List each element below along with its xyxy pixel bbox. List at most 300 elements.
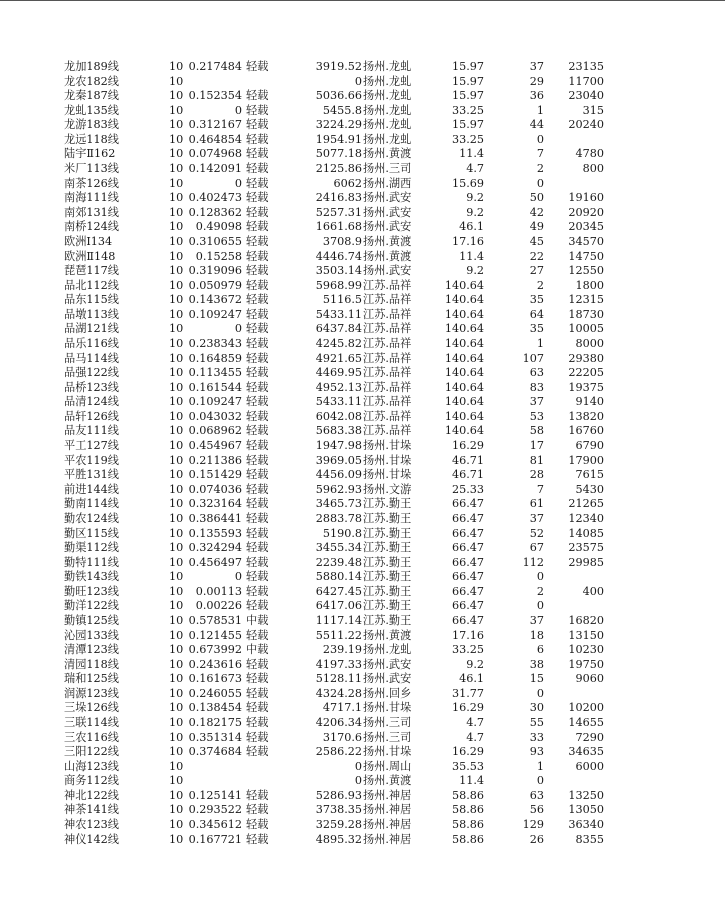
table-row (0, 162, 725, 177)
distance-cell: 58.86 (451, 788, 484, 802)
capacity-cell: 21265 (568, 497, 604, 511)
capacity-cell: 19750 (568, 657, 604, 671)
length-cell: 2586.22 (315, 745, 362, 759)
load-status-cell: 轻载 (246, 657, 269, 671)
ratio-cell: 0.238343 (188, 336, 242, 350)
capacity-cell: 14655 (568, 716, 604, 730)
distance-cell: 4.7 (466, 730, 484, 744)
capacity-cell: 23135 (568, 60, 604, 73)
capacity-cell: 7290 (575, 730, 604, 744)
households-cell: 0 (536, 132, 544, 146)
area-cell: 扬州.武安 (363, 672, 412, 686)
load-status-cell: 轻载 (246, 818, 269, 832)
households-cell: 35 (529, 293, 544, 307)
area-cell: 扬州.龙虬 (363, 89, 412, 103)
count-cell: 10 (169, 366, 184, 380)
length-cell: 3708.9 (322, 234, 362, 248)
households-cell: 1 (536, 103, 544, 117)
ratio-cell: 0.312167 (188, 118, 242, 132)
load-status-cell: 轻载 (246, 249, 269, 263)
area-cell: 扬州.三司 (363, 730, 412, 744)
count-cell: 10 (169, 336, 184, 350)
distance-cell: 66.47 (451, 526, 484, 540)
households-cell: 55 (529, 716, 544, 730)
count-cell: 10 (169, 220, 184, 234)
length-cell: 0 (354, 774, 362, 788)
area-cell: 江苏.品祥 (363, 424, 412, 438)
length-cell: 2883.78 (315, 511, 362, 525)
line-name-cell: 品北112线 (64, 278, 119, 292)
load-status-cell: 轻载 (246, 570, 269, 584)
table-row (0, 366, 725, 381)
line-name-cell: 欧洲Ⅰ134 (64, 234, 113, 248)
count-cell: 10 (169, 278, 184, 292)
area-cell: 扬州.黄渡 (363, 628, 412, 642)
ratio-cell: 0.345612 (188, 818, 242, 832)
area-cell: 江苏.勤王 (363, 526, 412, 540)
households-cell: 83 (529, 380, 544, 394)
households-cell: 67 (529, 541, 544, 555)
load-status-cell: 轻载 (246, 832, 269, 846)
load-status-cell: 轻载 (246, 686, 269, 700)
line-name-cell: 龙秦187线 (64, 89, 119, 103)
count-cell: 10 (169, 541, 184, 555)
households-cell: 52 (529, 526, 544, 540)
households-cell: 37 (529, 60, 544, 73)
distance-cell: 66.47 (451, 599, 484, 613)
length-cell: 4245.82 (315, 336, 362, 350)
ratio-cell: 0.068962 (188, 424, 242, 438)
line-name-cell: 前进144线 (64, 482, 119, 496)
ratio-cell: 0.319096 (188, 264, 242, 278)
ratio-cell: 0.161544 (188, 380, 242, 394)
distance-cell: 66.47 (451, 511, 484, 525)
households-cell: 0 (536, 599, 544, 613)
households-cell: 38 (529, 657, 544, 671)
ratio-cell: 0.673992 (188, 643, 242, 657)
line-name-cell: 品友111线 (64, 424, 119, 438)
length-cell: 3738.35 (315, 803, 362, 817)
households-cell: 1 (536, 759, 544, 773)
ratio-cell: 0.00226 (195, 599, 242, 613)
length-cell: 3259.28 (315, 818, 362, 832)
length-cell: 1117.14 (315, 613, 362, 627)
count-cell: 10 (169, 162, 184, 176)
table-row (0, 279, 725, 294)
count-cell: 10 (169, 118, 184, 132)
distance-cell: 140.64 (444, 424, 484, 438)
line-name-cell: 琵琶117线 (64, 264, 119, 278)
area-cell: 扬州.龙虬 (363, 132, 412, 146)
capacity-cell: 36340 (568, 818, 604, 832)
ratio-cell: 0.113455 (188, 366, 242, 380)
households-cell: 29 (529, 74, 544, 88)
load-status-cell: 轻载 (246, 453, 269, 467)
households-cell: 26 (529, 832, 544, 846)
table-row (0, 133, 725, 148)
length-cell: 6042.08 (315, 409, 362, 423)
count-cell: 10 (169, 613, 184, 627)
distance-cell: 17.16 (451, 234, 484, 248)
count-cell: 10 (169, 730, 184, 744)
area-cell: 扬州.神居 (363, 818, 412, 832)
count-cell: 10 (169, 584, 184, 598)
load-status-cell: 轻载 (246, 176, 269, 190)
table-row (0, 760, 725, 775)
table-row (0, 454, 725, 469)
distance-cell: 140.64 (444, 307, 484, 321)
count-cell: 10 (169, 176, 184, 190)
line-name-cell: 平农119线 (64, 453, 119, 467)
table-row (0, 497, 725, 512)
load-status-cell: 轻载 (246, 380, 269, 394)
length-cell: 4717.1 (322, 701, 362, 715)
line-name-cell: 龙农182线 (64, 74, 119, 88)
distance-cell: 140.64 (444, 409, 484, 423)
load-status-cell: 轻载 (246, 672, 269, 686)
households-cell: 30 (529, 701, 544, 715)
count-cell: 10 (169, 293, 184, 307)
ratio-cell: 0.351314 (188, 730, 242, 744)
households-cell: 64 (529, 307, 544, 321)
count-cell: 10 (169, 322, 184, 336)
count-cell: 10 (169, 745, 184, 759)
distance-cell: 11.4 (459, 249, 484, 263)
length-cell: 1947.98 (315, 439, 362, 453)
length-cell: 2416.83 (315, 191, 362, 205)
distance-cell: 11.4 (459, 774, 484, 788)
length-cell: 5077.18 (315, 147, 362, 161)
area-cell: 江苏.勤王 (363, 599, 412, 613)
distance-cell: 66.47 (451, 613, 484, 627)
length-cell: 3969.05 (315, 453, 362, 467)
load-status-cell: 轻载 (246, 526, 269, 540)
ratio-cell: 0.454967 (188, 439, 242, 453)
capacity-cell: 17900 (568, 453, 604, 467)
area-cell: 江苏.品祥 (363, 307, 412, 321)
capacity-cell: 315 (582, 103, 604, 117)
capacity-cell: 10230 (568, 643, 604, 657)
households-cell: 1 (536, 336, 544, 350)
line-name-cell: 勤镇125线 (64, 613, 119, 627)
distance-cell: 66.47 (451, 541, 484, 555)
capacity-cell: 4780 (575, 147, 604, 161)
line-name-cell: 勤旺123线 (64, 584, 119, 598)
ratio-cell: 0.49098 (195, 220, 242, 234)
load-status-cell: 轻载 (246, 701, 269, 715)
capacity-cell: 20345 (568, 220, 604, 234)
line-name-cell: 品轩126线 (64, 409, 119, 423)
area-cell: 扬州.武安 (363, 657, 412, 671)
load-status-cell: 轻载 (246, 322, 269, 336)
distance-cell: 17.16 (451, 628, 484, 642)
table-row (0, 512, 725, 527)
households-cell: 44 (529, 118, 544, 132)
line-name-cell: 南海111线 (64, 191, 119, 205)
area-cell: 扬州.黄渡 (363, 234, 412, 248)
line-name-cell: 润源123线 (64, 686, 119, 700)
capacity-cell: 29985 (568, 555, 604, 569)
area-cell: 扬州.龙虬 (363, 643, 412, 657)
count-cell: 10 (169, 249, 184, 263)
count-cell: 10 (169, 60, 184, 73)
count-cell: 10 (169, 818, 184, 832)
distance-cell: 66.47 (451, 584, 484, 598)
line-name-cell: 品清124线 (64, 395, 119, 409)
distance-cell: 33.25 (451, 132, 484, 146)
distance-cell: 25.33 (451, 482, 484, 496)
households-cell: 2 (536, 162, 544, 176)
capacity-cell: 20240 (568, 118, 604, 132)
length-cell: 5036.66 (315, 89, 362, 103)
capacity-cell: 8000 (575, 336, 604, 350)
ratio-cell: 0.217484 (188, 60, 242, 73)
ratio-cell: 0.578531 (188, 613, 242, 627)
area-cell: 江苏.品祥 (363, 336, 412, 350)
distance-cell: 66.47 (451, 555, 484, 569)
table-row (0, 293, 725, 308)
length-cell: 4197.33 (315, 657, 362, 671)
length-cell: 5511.22 (315, 628, 362, 642)
distance-cell: 15.97 (451, 60, 484, 73)
table-row (0, 643, 725, 658)
distance-cell: 140.64 (444, 395, 484, 409)
table-row (0, 89, 725, 104)
count-cell: 10 (169, 628, 184, 642)
count-cell: 10 (169, 234, 184, 248)
length-cell: 5880.14 (315, 570, 362, 584)
count-cell: 10 (169, 147, 184, 161)
capacity-cell: 9140 (575, 395, 604, 409)
load-status-cell: 轻载 (246, 716, 269, 730)
table-row (0, 104, 725, 119)
load-status-cell: 轻载 (246, 395, 269, 409)
length-cell: 0 (354, 74, 362, 88)
length-cell: 5286.93 (315, 788, 362, 802)
length-cell: 3919.52 (315, 60, 362, 73)
load-status-cell: 轻载 (246, 351, 269, 365)
line-name-cell: 三农116线 (64, 730, 119, 744)
table-row (0, 483, 725, 498)
households-cell: 58 (529, 424, 544, 438)
length-cell: 4952.13 (315, 380, 362, 394)
capacity-cell: 13050 (568, 803, 604, 817)
distance-cell: 4.7 (466, 162, 484, 176)
load-status-cell: 轻载 (246, 132, 269, 146)
count-cell: 10 (169, 657, 184, 671)
line-name-cell: 神农123线 (64, 818, 119, 832)
area-cell: 扬州.武安 (363, 264, 412, 278)
line-name-cell: 勤南114线 (64, 497, 119, 511)
load-status-cell: 轻载 (246, 220, 269, 234)
line-name-cell: 勤农124线 (64, 511, 119, 525)
households-cell: 112 (522, 555, 544, 569)
area-cell: 扬州.文游 (363, 482, 412, 496)
length-cell: 4446.74 (315, 249, 362, 263)
capacity-cell: 9060 (575, 672, 604, 686)
distance-cell: 9.2 (466, 264, 484, 278)
length-cell: 6427.45 (315, 584, 362, 598)
households-cell: 0 (536, 686, 544, 700)
table-row (0, 439, 725, 454)
capacity-cell: 14085 (568, 526, 604, 540)
households-cell: 35 (529, 322, 544, 336)
area-cell: 江苏.品祥 (363, 278, 412, 292)
count-cell: 10 (169, 74, 184, 88)
length-cell: 6417.06 (315, 599, 362, 613)
line-name-cell: 龙加189线 (64, 60, 119, 73)
line-name-cell: 品乐116线 (64, 336, 119, 350)
line-name-cell: 龙游183线 (64, 118, 119, 132)
households-cell: 37 (529, 395, 544, 409)
households-cell: 63 (529, 366, 544, 380)
line-name-cell: 品东115线 (64, 293, 119, 307)
count-cell: 10 (169, 132, 184, 146)
line-name-cell: 品墩113线 (64, 307, 119, 321)
area-cell: 扬州.甘垛 (363, 439, 412, 453)
load-status-cell: 轻载 (246, 336, 269, 350)
capacity-cell: 6000 (575, 759, 604, 773)
distance-cell: 46.1 (459, 220, 484, 234)
line-name-cell: 清潭123线 (64, 643, 119, 657)
area-cell: 扬州.黄渡 (363, 147, 412, 161)
distance-cell: 15.69 (451, 176, 484, 190)
households-cell: 53 (529, 409, 544, 423)
capacity-cell: 23575 (568, 541, 604, 555)
count-cell: 10 (169, 570, 184, 584)
ratio-cell: 0.211386 (188, 453, 242, 467)
households-cell: 50 (529, 191, 544, 205)
capacity-cell: 22205 (568, 366, 604, 380)
length-cell: 5433.11 (315, 395, 362, 409)
capacity-cell: 19375 (568, 380, 604, 394)
ratio-cell: 0.135593 (188, 526, 242, 540)
length-cell: 5433.11 (315, 307, 362, 321)
ratio-cell: 0.121455 (188, 628, 242, 642)
area-cell: 江苏.品祥 (363, 395, 412, 409)
capacity-cell: 5430 (575, 482, 604, 496)
length-cell: 4324.28 (315, 686, 362, 700)
length-cell: 5683.38 (315, 424, 362, 438)
line-name-cell: 欧洲Ⅱ148 (64, 249, 116, 263)
households-cell: 27 (529, 264, 544, 278)
capacity-cell: 800 (582, 162, 604, 176)
capacity-cell: 18730 (568, 307, 604, 321)
count-cell: 10 (169, 482, 184, 496)
count-cell: 10 (169, 439, 184, 453)
distance-cell: 16.29 (451, 745, 484, 759)
ratio-cell: 0.128362 (188, 205, 242, 219)
distance-cell: 66.47 (451, 497, 484, 511)
data-table (0, 60, 725, 847)
line-name-cell: 米厂113线 (64, 162, 119, 176)
capacity-cell: 14750 (568, 249, 604, 263)
households-cell: 7 (536, 147, 544, 161)
line-name-cell: 品马114线 (64, 351, 119, 365)
capacity-cell: 13250 (568, 788, 604, 802)
load-status-cell: 轻载 (246, 307, 269, 321)
count-cell: 10 (169, 103, 184, 117)
ratio-cell: 0.293522 (188, 803, 242, 817)
table-row (0, 381, 725, 396)
households-cell: 15 (529, 672, 544, 686)
distance-cell: 9.2 (466, 657, 484, 671)
count-cell: 10 (169, 497, 184, 511)
distance-cell: 140.64 (444, 380, 484, 394)
capacity-cell: 6790 (575, 439, 604, 453)
households-cell: 7 (536, 482, 544, 496)
length-cell: 4921.65 (315, 351, 362, 365)
area-cell: 扬州.武安 (363, 220, 412, 234)
ratio-cell: 0.00113 (195, 584, 242, 598)
line-name-cell: 南郊131线 (64, 205, 119, 219)
line-name-cell: 三垛126线 (64, 701, 119, 715)
length-cell: 3224.29 (315, 118, 362, 132)
area-cell: 江苏.勤王 (363, 511, 412, 525)
table-row (0, 177, 725, 192)
table-row (0, 308, 725, 323)
area-cell: 扬州.龙虬 (363, 74, 412, 88)
households-cell: 0 (536, 774, 544, 788)
line-name-cell: 陆宇Ⅱ162 (64, 147, 116, 161)
area-cell: 扬州.黄渡 (363, 774, 412, 788)
length-cell: 1954.91 (315, 132, 362, 146)
table-row (0, 803, 725, 818)
line-name-cell: 三阳122线 (64, 745, 119, 759)
capacity-cell: 16820 (568, 613, 604, 627)
area-cell: 扬州.武安 (363, 205, 412, 219)
table-row (0, 147, 725, 162)
table-row (0, 250, 725, 265)
length-cell: 5128.11 (315, 672, 362, 686)
distance-cell: 33.25 (451, 643, 484, 657)
count-cell: 10 (169, 409, 184, 423)
capacity-cell: 12340 (568, 511, 604, 525)
top-border (0, 0, 725, 1)
length-cell: 3465.73 (315, 497, 362, 511)
capacity-cell: 12550 (568, 264, 604, 278)
line-name-cell: 勤铁143线 (64, 570, 119, 584)
length-cell: 5968.99 (315, 278, 362, 292)
table-row (0, 322, 725, 337)
table-row (0, 687, 725, 702)
load-status-cell: 轻载 (246, 599, 269, 613)
households-cell: 17 (529, 439, 544, 453)
distance-cell: 46.71 (451, 453, 484, 467)
table-row (0, 60, 725, 75)
distance-cell: 140.64 (444, 351, 484, 365)
area-cell: 江苏.勤王 (363, 555, 412, 569)
line-name-cell: 山海123线 (64, 759, 119, 773)
area-cell: 扬州.龙虬 (363, 103, 412, 117)
capacity-cell: 12315 (568, 293, 604, 307)
households-cell: 37 (529, 511, 544, 525)
area-cell: 扬州.周山 (363, 759, 412, 773)
count-cell: 10 (169, 351, 184, 365)
area-cell: 江苏.品祥 (363, 351, 412, 365)
line-name-cell: 三联114线 (64, 716, 119, 730)
length-cell: 5455.8 (322, 103, 362, 117)
area-cell: 扬州.甘垛 (363, 745, 412, 759)
ratio-cell: 0.246055 (188, 686, 242, 700)
households-cell: 45 (529, 234, 544, 248)
ratio-cell: 0.386441 (188, 511, 242, 525)
table-row (0, 585, 725, 600)
households-cell: 2 (536, 584, 544, 598)
table-row (0, 716, 725, 731)
table-row (0, 264, 725, 279)
ratio-cell: 0.323164 (188, 497, 242, 511)
